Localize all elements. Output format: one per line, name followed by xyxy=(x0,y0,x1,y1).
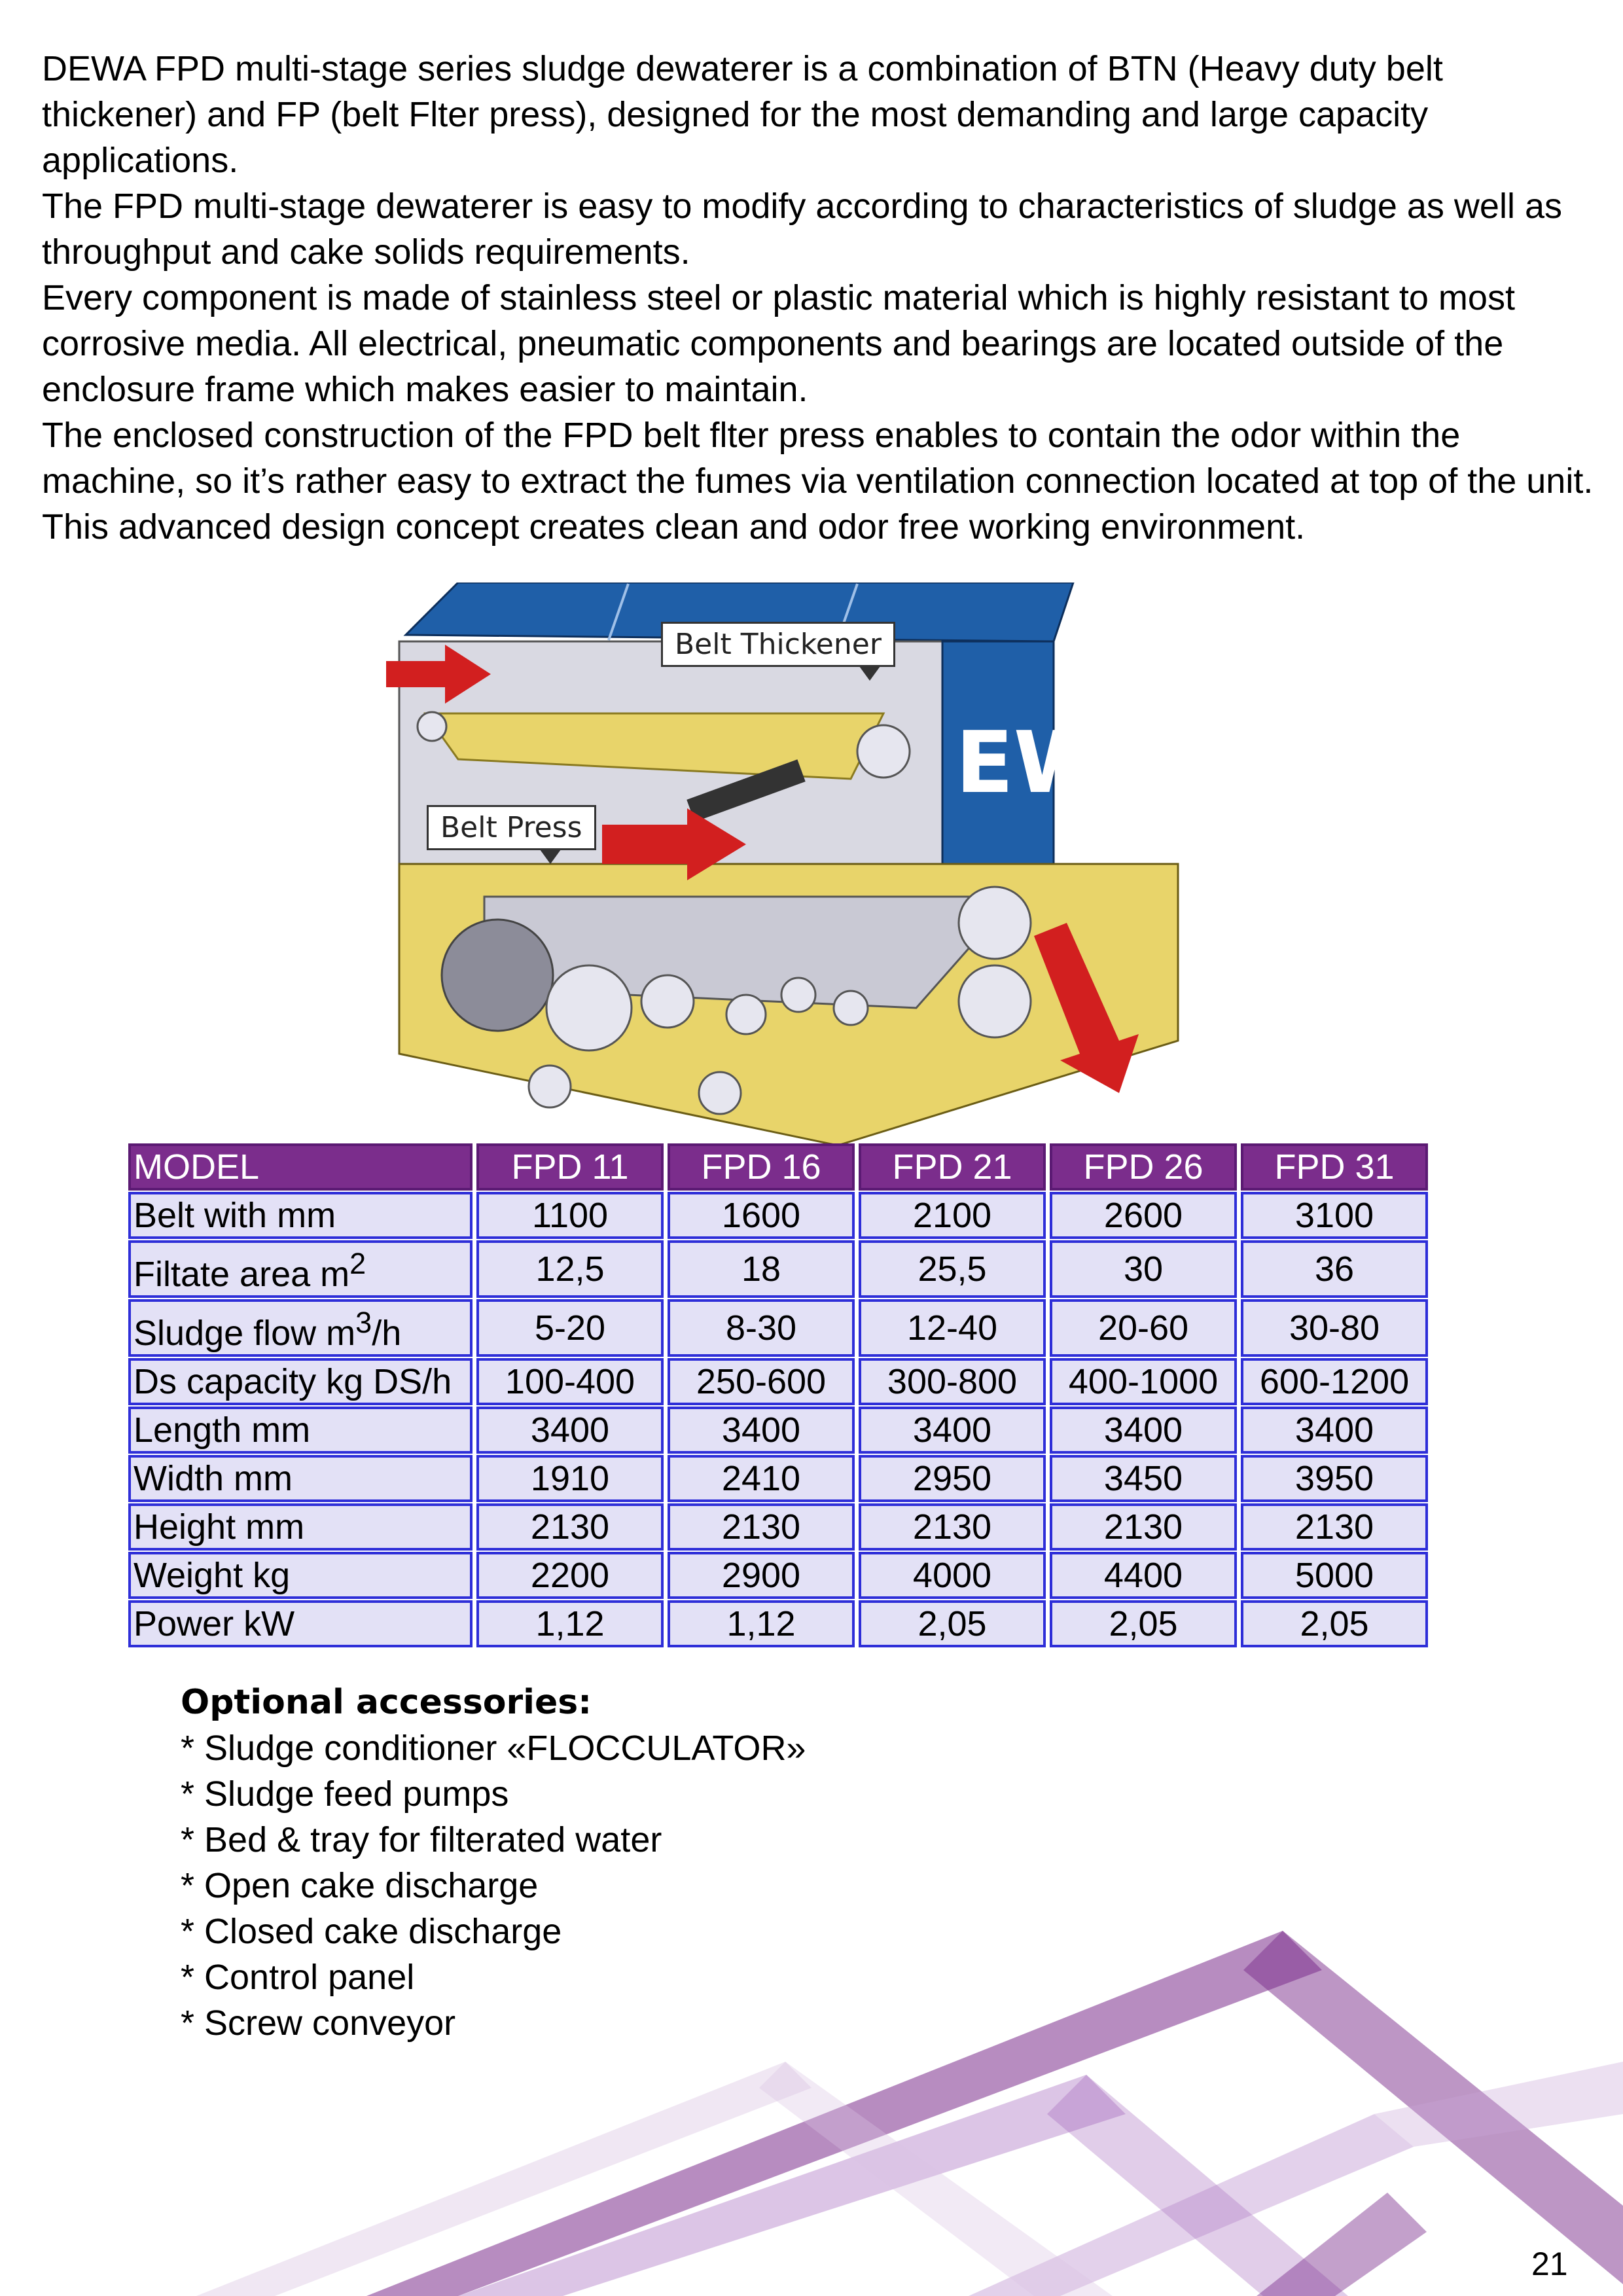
machine-drawing xyxy=(380,583,1204,1145)
table-cell: 2,05 xyxy=(859,1600,1046,1647)
table-cell: 3400 xyxy=(1241,1407,1428,1454)
list-item: * Screw conveyor xyxy=(181,2003,456,2043)
table-row xyxy=(128,1358,1428,1405)
table-cell: 600-1200 xyxy=(1241,1358,1428,1405)
table-cell: 3400 xyxy=(859,1407,1046,1454)
table-cell: 18 xyxy=(668,1240,855,1298)
table-cell: 4400 xyxy=(1050,1552,1237,1599)
table-header-cell: FPD 21 xyxy=(859,1143,1046,1191)
row-label: Belt with mm xyxy=(128,1192,473,1239)
table-cell: 100-400 xyxy=(476,1358,664,1405)
intro-paragraph: The enclosed construction of the FPD belt flter press enables to contain the odor within the machine, so it’s rather easy to extract the fumes via ventilation connection located at top of the unit. This advanced design concept creates clean and odor free working environment. xyxy=(42,416,1594,547)
table-cell: 2130 xyxy=(1241,1503,1428,1551)
row-label: Power kW xyxy=(128,1600,473,1647)
table-row xyxy=(128,1503,1428,1551)
table-header-cell: MODEL xyxy=(128,1143,473,1191)
callout-belt-thickener: Belt Thickener xyxy=(661,622,895,667)
table-cell: 3400 xyxy=(476,1407,664,1454)
list-item: * Closed cake discharge xyxy=(181,1912,562,1951)
table-header-cell: FPD 16 xyxy=(668,1143,855,1191)
list-item: * Sludge feed pumps xyxy=(181,1774,509,1814)
table-cell: 2130 xyxy=(1050,1503,1237,1551)
table-cell: 400-1000 xyxy=(1050,1358,1237,1405)
table-cell: 3950 xyxy=(1241,1455,1428,1502)
table-cell: 2900 xyxy=(668,1552,855,1599)
table-cell: 1,12 xyxy=(668,1600,855,1647)
callout-belt-press: Belt Press xyxy=(427,805,596,850)
table-cell: 1,12 xyxy=(476,1600,664,1647)
table-header-cell: FPD 26 xyxy=(1050,1143,1237,1191)
row-label-text: Filtate area m xyxy=(134,1255,350,1294)
table-row xyxy=(128,1407,1428,1454)
table-cell: 300-800 xyxy=(859,1358,1046,1405)
table-cell: 2600 xyxy=(1050,1192,1237,1239)
intro-paragraph: Every component is made of stainless steel or plastic material which is highly resistant to most corrosive media. All electrical, pneumatic components and bearings are located outside of the enclosure frame which makes easier to maintain. xyxy=(42,278,1515,409)
table-row xyxy=(128,1552,1428,1599)
table-cell: 20-60 xyxy=(1050,1299,1237,1357)
table-cell: 2410 xyxy=(668,1455,855,1502)
table-cell: 1910 xyxy=(476,1455,664,1502)
table-row xyxy=(128,1192,1428,1239)
list-item: * Open cake discharge xyxy=(181,1866,539,1905)
table-cell: 2200 xyxy=(476,1552,664,1599)
row-label-suffix: /h xyxy=(372,1314,402,1353)
table-cell: 36 xyxy=(1241,1240,1428,1298)
list-item: * Sludge conditioner «FLOCCULATOR» xyxy=(181,1729,806,1768)
table-header-row xyxy=(128,1143,1428,1191)
intro-text xyxy=(42,46,1599,550)
table-cell: 8-30 xyxy=(668,1299,855,1357)
table-cell: 4000 xyxy=(859,1552,1046,1599)
table-cell: 3400 xyxy=(1050,1407,1237,1454)
table-cell: 2,05 xyxy=(1241,1600,1428,1647)
row-label: Width mm xyxy=(128,1455,473,1502)
dewa-logo: EWA xyxy=(955,713,1169,812)
table-cell: 5000 xyxy=(1241,1552,1428,1599)
table-cell: 250-600 xyxy=(668,1358,855,1405)
table-cell: 30 xyxy=(1050,1240,1237,1298)
table-cell: 2130 xyxy=(859,1503,1046,1551)
table-cell: 30-80 xyxy=(1241,1299,1428,1357)
table-row xyxy=(128,1240,1428,1298)
table-cell: 1100 xyxy=(476,1192,664,1239)
row-label xyxy=(128,1240,473,1298)
accessories-title: Optional accessories: xyxy=(181,1683,592,1722)
table-cell: 2950 xyxy=(859,1455,1046,1502)
table-row xyxy=(128,1455,1428,1502)
row-label: Length mm xyxy=(128,1407,473,1454)
row-label xyxy=(128,1299,473,1357)
table-cell: 2130 xyxy=(668,1503,855,1551)
table-cell: 2130 xyxy=(476,1503,664,1551)
table-cell: 2,05 xyxy=(1050,1600,1237,1647)
table-cell: 5-20 xyxy=(476,1299,664,1357)
table-row xyxy=(128,1299,1428,1357)
table-cell: 2100 xyxy=(859,1192,1046,1239)
row-label: Ds capacity kg DS/h xyxy=(128,1358,473,1405)
machine-illustration xyxy=(380,583,1204,1145)
table-cell: 3400 xyxy=(668,1407,855,1454)
table-cell: 12,5 xyxy=(476,1240,664,1298)
intro-paragraph: DEWA FPD multi-stage series sludge dewaterer is a combination of BTN (Heavy duty belt thickener) and FP (belt Flter press), designed for the most demanding and large capacity applications. xyxy=(42,49,1443,180)
table-cell: 3100 xyxy=(1241,1192,1428,1239)
spec-table xyxy=(124,1142,1432,1649)
superscript: 3 xyxy=(355,1306,372,1339)
table-row xyxy=(128,1600,1428,1647)
table-cell: 3450 xyxy=(1050,1455,1237,1502)
table-cell: 1600 xyxy=(668,1192,855,1239)
decorative-chevrons xyxy=(0,1865,1623,2296)
superscript: 2 xyxy=(349,1247,366,1280)
table-header-cell: FPD 11 xyxy=(476,1143,664,1191)
table-cell: 25,5 xyxy=(859,1240,1046,1298)
list-item: * Bed & tray for filterated water xyxy=(181,1820,662,1859)
list-item: * Control panel xyxy=(181,1958,415,1997)
table-cell: 12-40 xyxy=(859,1299,1046,1357)
row-label-text: Sludge flow m xyxy=(134,1314,356,1353)
table-header-cell: FPD 31 xyxy=(1241,1143,1428,1191)
intro-paragraph: The FPD multi-stage dewaterer is easy to modify according to characteristics of sludge as well as throughput and cake solids requirements. xyxy=(42,187,1562,272)
row-label: Height mm xyxy=(128,1503,473,1551)
page-number: 21 xyxy=(1531,2246,1568,2282)
row-label: Weight kg xyxy=(128,1552,473,1599)
